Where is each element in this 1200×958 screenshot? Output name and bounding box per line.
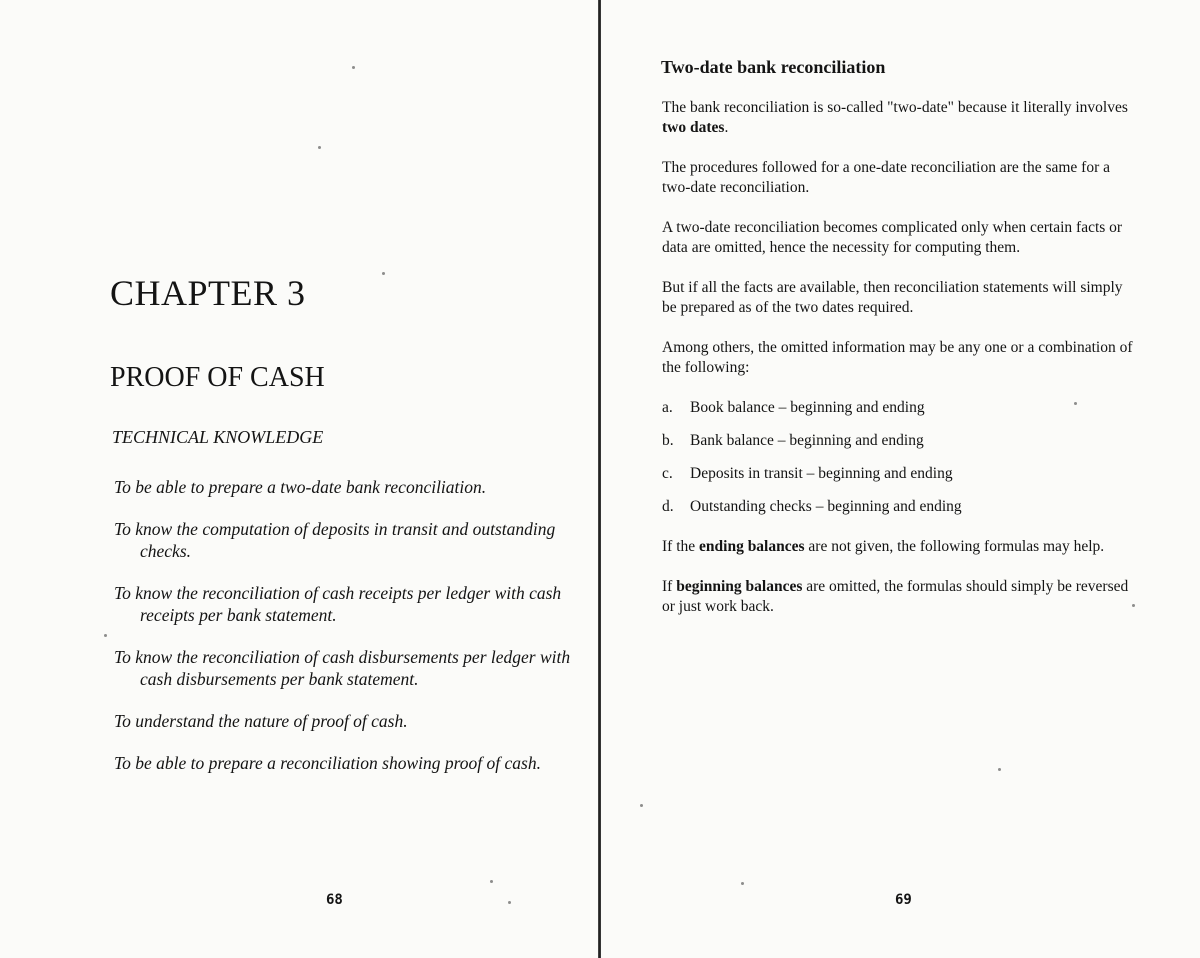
omitted-info-list [662, 398, 1137, 517]
objective-item: To understand the nature of proof of cash. [114, 711, 408, 731]
scan-speck [508, 901, 511, 904]
list-item: d. Outstanding checks – beginning and ending [662, 498, 962, 515]
scan-speck [490, 880, 493, 883]
chapter-title: PROOF OF CASH [110, 362, 325, 393]
right-page-body [662, 98, 1137, 637]
list-item: b. Bank balance – beginning and ending [662, 432, 924, 449]
paragraph: But if all the facts are available, then reconciliation statements will simply be prepared as of the two dates required. [662, 279, 1123, 316]
scan-speck [382, 272, 385, 275]
objective-item: To know the reconciliation of cash receipts per ledger with cash receipts per bank statement. [114, 583, 562, 625]
objective-item: To be able to prepare a two-date bank reconciliation. [114, 477, 487, 497]
scan-speck [318, 146, 321, 149]
scan-speck [741, 882, 744, 885]
paragraph: Among others, the omitted information may be any one or a combination of the following: [662, 339, 1133, 376]
scan-speck [1074, 402, 1077, 405]
page-number-right: 69 [895, 892, 912, 908]
page-number-left: 68 [326, 892, 343, 908]
chapter-number: CHAPTER 3 [110, 273, 306, 313]
paragraph: The bank reconciliation is so-called "two-date" because it literally involves two dates. [662, 99, 1128, 136]
objective-item: To know the reconciliation of cash disbursements per ledger with cash disbursements per bank statement. [114, 647, 571, 689]
paragraph: If the ending balances are not given, the following formulas may help. [662, 538, 1105, 555]
scan-speck [104, 634, 107, 637]
list-item: a. Book balance – beginning and ending [662, 399, 925, 416]
scan-speck [352, 66, 355, 69]
paragraph: The procedures followed for a one-date reconciliation are the same for a two-date reconciliation. [662, 159, 1110, 196]
list-item: c. Deposits in transit – beginning and ending [662, 465, 953, 482]
paragraph: A two-date reconciliation becomes complicated only when certain facts or data are omitted, hence the necessity for computing them. [662, 219, 1123, 256]
section-heading: TECHNICAL KNOWLEDGE [112, 427, 324, 447]
right-page [604, 0, 1200, 958]
scan-speck [640, 804, 643, 807]
scan-speck [998, 768, 1001, 771]
book-spine [598, 0, 601, 958]
objective-item: To know the computation of deposits in transit and outstanding checks. [114, 519, 556, 561]
scan-speck [1132, 604, 1135, 607]
paragraph: If beginning balances are omitted, the formulas should simply be reversed or just work back. [662, 578, 1129, 615]
section-heading: Two-date bank reconciliation [661, 57, 886, 77]
objective-item: To be able to prepare a reconciliation showing proof of cash. [114, 753, 541, 773]
objectives-list [114, 476, 580, 794]
